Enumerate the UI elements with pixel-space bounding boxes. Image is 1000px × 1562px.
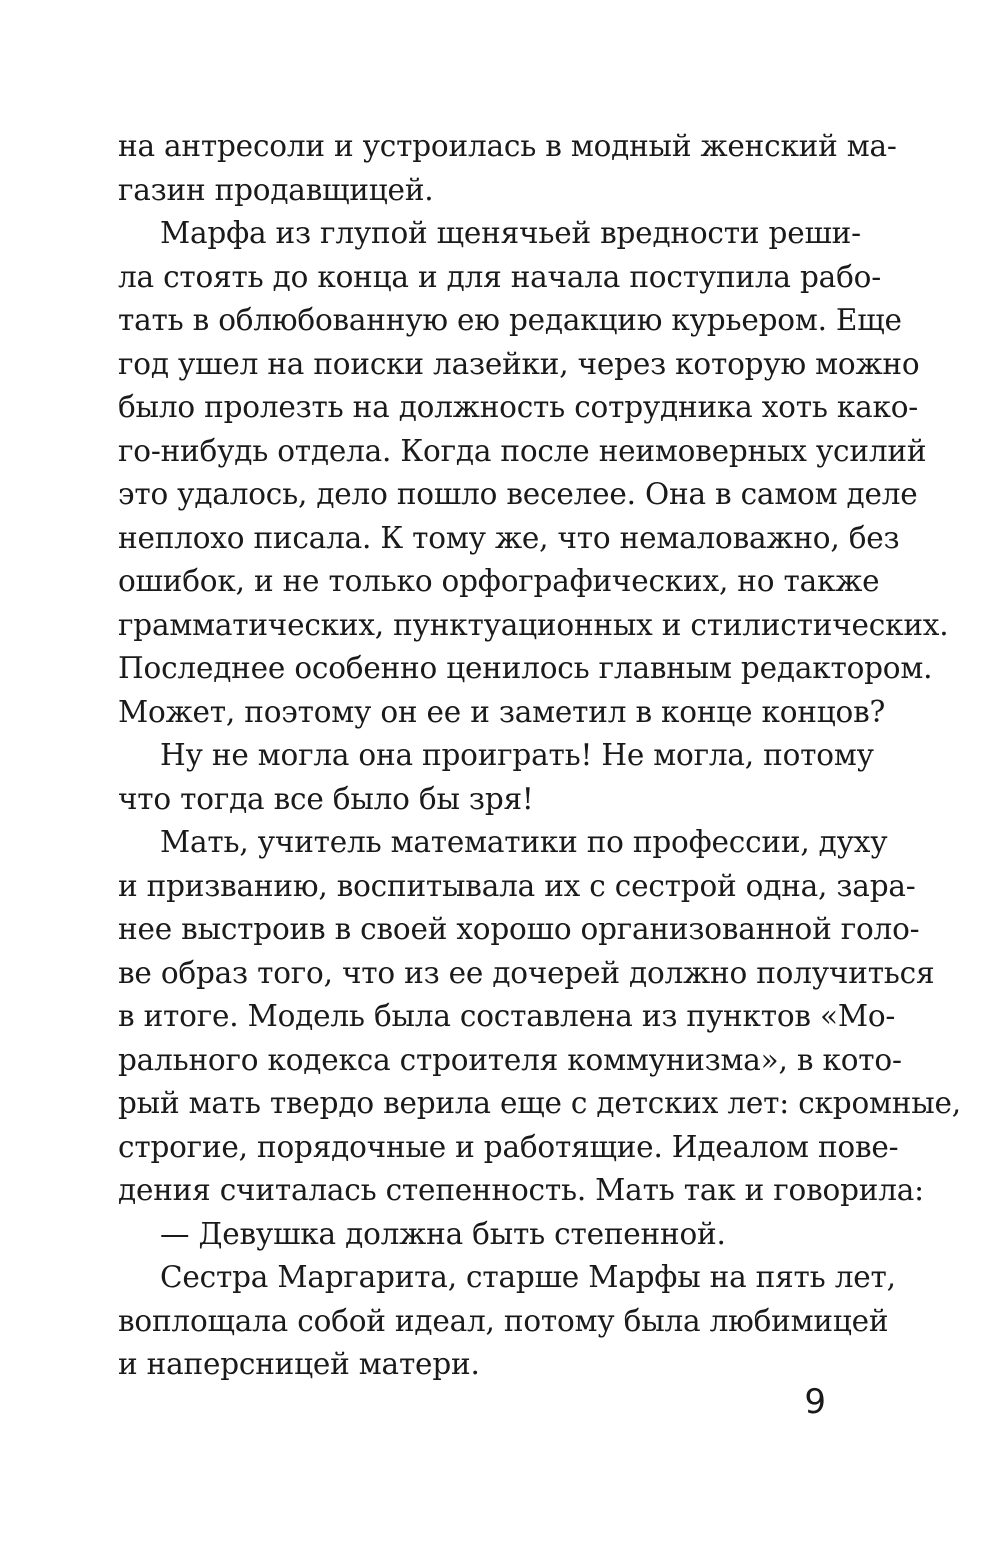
text-line: Может, поэтому он ее и заметил в конце концов? [118, 694, 886, 729]
text-line: строгие, порядочные и работящие. Идеалом пове- [118, 1129, 899, 1164]
body-text [118, 125, 961, 1387]
text-line: грамматических, пунктуационных и стилистических. [118, 607, 949, 642]
text-line: рый мать твердо верила еще с детских лет: скромные, [118, 1086, 961, 1120]
page-number: 9 [804, 1382, 826, 1422]
text-line: в итоге. Модель была составлена из пунктов «Мо- [118, 999, 896, 1033]
text-line: го-нибудь отдела. Когда после неимоверных усилий [118, 433, 927, 468]
text-line: газин продавщицей. [118, 172, 434, 207]
dialogue-line: — Девушка должна быть степенной. [160, 1216, 726, 1251]
text-line: нее выстроив в своей хорошо организованной голо- [118, 912, 920, 946]
text-line: на антресоли и устроилась в модный женский ма- [118, 129, 897, 163]
text-line: Сестра Маргарита, старше Марфы на пять лет, [160, 1260, 896, 1294]
text-line: Ну не могла она проиграть! Не могла, потому [160, 738, 874, 772]
text-line: тать в облюбованную ею редакцию курьером. Еще [118, 303, 902, 337]
text-line: ошибок, и не только орфографических, но также [118, 564, 880, 598]
text-line: рального кодекса строителя коммунизма», в кото- [118, 1042, 902, 1077]
text-line: и наперсницей матери. [118, 1347, 480, 1381]
text-line: Последнее особенно ценилось главным редактором. [118, 651, 933, 685]
text-line: было пролезть на должность сотрудника хоть како- [118, 390, 919, 424]
text-line: дения считалась степенность. Мать так и говорила: [118, 1173, 924, 1207]
text-line: воплощала собой идеал, потому была любимицей [118, 1303, 889, 1338]
text-line: и призванию, воспитывала их с сестрой одна, зара- [118, 868, 916, 903]
text-line: ла стоять до конца и для начала поступила рабо- [118, 259, 881, 294]
text-line: это удалось, дело пошло веселее. Она в самом деле [118, 477, 918, 511]
text-line: год ушел на поиски лазейки, через которую можно [118, 346, 920, 381]
text-line: ве образ того, что из ее дочерей должно получиться [118, 955, 935, 990]
text-line: что тогда все было бы зря! [118, 781, 534, 816]
text-line: Мать, учитель математики по профессии, духу [160, 825, 888, 859]
text-line: Марфа из глупой щенячьей вредности реши- [160, 216, 861, 250]
text-line: неплохо писала. К тому же, что немаловажно, без [118, 520, 900, 555]
